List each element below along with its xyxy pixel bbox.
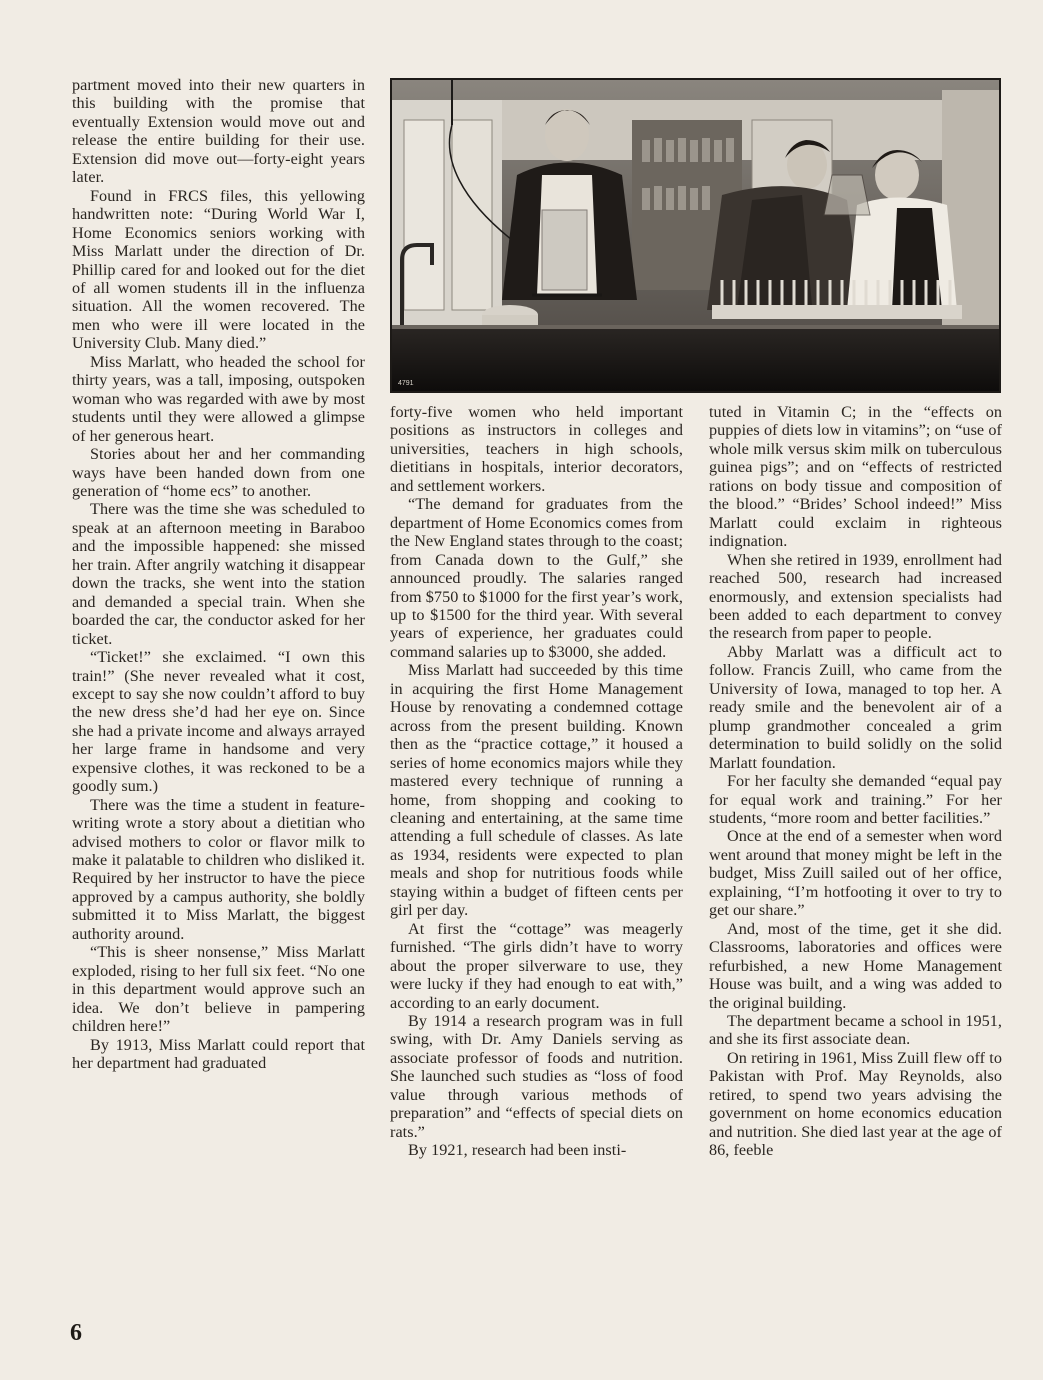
paragraph: By 1913, Miss Marlatt could report that her department had graduated [72, 1035, 365, 1073]
paragraph: Miss Marlatt had succeeded by this time in acquiring the first Home Management House by renovating a condemned cottage across from the present building. Known then as the “practice cottage,” it housed a series of home economics majors while they mastered every technique of running a home, from shopping and cooking to cleaning and entertaining, at the same time attending a full schedule of classes. As late as 1934, residents were expected to plan meals and shop for nutritious foods while staying within a budget of fifteen cents per girl per day. [390, 661, 683, 920]
paragraph: Found in FRCS files, this yellowing handwritten note: “During World War I, Home Economics seniors working with Miss Marlatt under the direction of Dr. Phillip cared for and looked out for the diet of all women students ill in the influenza situation. All the women recovered. The men who were ill were located in the University Club. Many died.” [72, 186, 365, 353]
paragraph: “The demand for graduates from the department of Home Economics comes from the New England states through to the coast; from Canada down to the Gulf,” she announced proudly. The salaries ranged from $750 to $1000 for the first year’s work, up to $1500 for the third year. With several years of experience, her graduates could command salaries up to $3000, she added. [390, 495, 683, 661]
text-column-right [709, 403, 1002, 1160]
paragraph: “This is sheer nonsense,” Miss Marlatt exploded, rising to her full six feet. “No one in this department would approve such an idea. We don’t believe in pampering children here!” [72, 943, 365, 1036]
paragraph: Stories about her and her commanding ways have been handed down from one generation of “home ecs” to another. [72, 445, 365, 500]
page-number: 6 [70, 1320, 82, 1346]
paragraph: When she retired in 1939, enrollment had reached 500, research had increased enormously, and extension specialists had been added to each department to convey the research from paper to people. [709, 550, 1002, 643]
paragraph: At first the “cottage” was meagerly furnished. “The girls didn’t have to worry about the proper silverware to use, they were lucky if they had enough to eat with,” according to an early document. [390, 919, 683, 1012]
photo-corner-mark: 4791 [398, 380, 414, 387]
paragraph: The department became a school in 1951, and she its first associate dean. [709, 1011, 1002, 1049]
paragraph: tuted in Vitamin C; in the “effects on puppies of diets low in vitamins”; on “use of whole milk versus skim milk on tuberculous guinea pigs”; and on “effects of restricted rations on body tissue and composition of the blood.” “Brides’ School indeed!” Miss Marlatt could exclaim in righteous indignation. [709, 403, 1002, 551]
paragraph: For her faculty she demanded “equal pay for equal work and training.” For her students, “more room and better facilities.” [709, 772, 1002, 827]
paragraph: partment moved into their new quarters in this building with the promise that eventually Extension would move out and release the entire building for their use. Extension did move out—forty-eight years later. [72, 76, 365, 187]
lab-photo-illustration [392, 80, 999, 391]
paragraph: forty-five women who held important positions as instructors in colleges and universities, teachers in high schools, dietitians in hospitals, interior decorators, and settlement workers. [390, 403, 683, 495]
paragraph: There was the time she was scheduled to speak at an afternoon meeting in Baraboo and the impossible happened: she missed her train. After angrily watching it disappear down the tracks, she went into the station and demanded a special train. When she boarded the car, the conductor asked for her ticket. [72, 500, 365, 648]
paragraph: “Ticket!” she exclaimed. “I own this train!” (She never revealed what it cost, except to say she now couldn’t afford to buy the new dress she’d had her eye on. Since she had a private income and always arrayed her large frame in handsome and very expensive clothes, it was reckoned to be a goodly sum.) [72, 648, 365, 796]
paragraph: There was the time a student in feature-writing wrote a story about a dietitian who advised mothers to color or flavor milk to make it palatable to children who disliked it. Required by her instructor to have the piece approved by a campus authority, she boldly submitted it to Miss Marlatt, the biggest authority around. [72, 795, 365, 943]
paragraph: Abby Marlatt was a difficult act to follow. Francis Zuill, who came from the University of Iowa, managed to top her. A ready smile and the benevolent air of a plump grandmother concealed a grim determination to build solidly on the solid Marlatt foundation. [709, 642, 1002, 772]
paragraph: On retiring in 1961, Miss Zuill flew off to Pakistan with Prof. May Reynolds, also retired, to spend two years advising the government on home economics education and nutrition. She died last year at the age of 86, feeble [709, 1048, 1002, 1160]
laboratory-photo [390, 78, 1001, 393]
paragraph: By 1914 a research program was in full swing, with Dr. Amy Daniels serving as associate professor of foods and nutrition. She launched such studies as “loss of food value through various methods of preparation” and “effects of special diets on rats.” [390, 1011, 683, 1141]
text-column-left [72, 76, 365, 1072]
paragraph: Once at the end of a semester when word went around that money might be left in the budget, Miss Zuill sailed out of her office, explaining, “I’m hotfooting it over to try to get our share.” [709, 827, 1002, 920]
paragraph: And, most of the time, get it she did. Classrooms, laboratories and offices were refurbished, a new Home Management House was built, and a wing was added to the original building. [709, 919, 1002, 1012]
paragraph: By 1921, research had been insti- [408, 1141, 627, 1160]
paragraph: Miss Marlatt, who headed the school for thirty years, was a tall, imposing, outspoken woman who was regarded with awe by most students until they were allowed a glimpse of her generous heart. [72, 352, 365, 445]
text-column-middle [390, 403, 683, 1160]
